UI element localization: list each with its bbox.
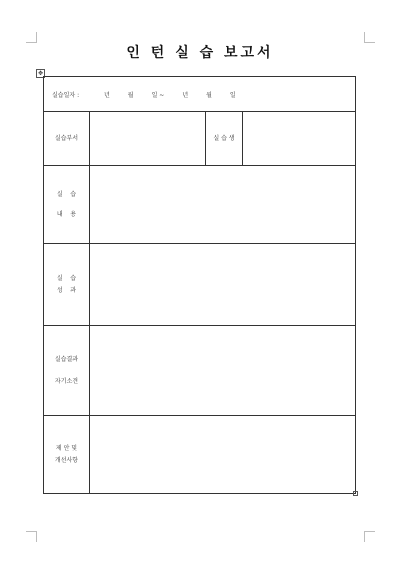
review-label-line2: 자기소견 [54, 377, 79, 385]
content-value-cell[interactable] [90, 166, 356, 244]
content-row [44, 166, 356, 244]
suggestion-label-line1: 제 안 및 [55, 444, 78, 452]
date-label: 실습일자 : [52, 91, 80, 99]
corner-mark-bottom-left [26, 531, 37, 542]
date-part: 일 [229, 91, 236, 99]
date-part: 년 [182, 91, 189, 99]
date-part: 월 [127, 91, 134, 99]
suggestion-row [44, 416, 356, 494]
date-parts [104, 90, 236, 99]
report-table [43, 76, 356, 494]
review-value-cell[interactable] [90, 326, 356, 416]
content-label-line2: 내 용 [56, 210, 77, 218]
student-value-cell[interactable] [243, 112, 356, 166]
result-row [44, 244, 356, 326]
department-label: 실습부서 [44, 112, 90, 166]
result-label-line2: 성 과 [56, 286, 77, 294]
corner-mark-bottom-right [364, 531, 375, 542]
review-label-line1: 실습결과 [54, 355, 79, 363]
date-row [44, 77, 356, 112]
result-value-cell[interactable] [90, 244, 356, 326]
review-label [44, 326, 90, 416]
table-resize-handle[interactable] [353, 491, 358, 496]
student-label: 실 습 생 [206, 112, 243, 166]
department-value-cell[interactable] [90, 112, 206, 166]
date-part: 년 [104, 91, 110, 99]
result-label-line1: 실 습 [56, 274, 77, 282]
date-part: 일 ~ [151, 91, 165, 99]
review-row [44, 326, 356, 416]
suggestion-label-line2: 개선사항 [54, 456, 79, 464]
content-label-line1: 실 습 [56, 190, 77, 198]
suggestion-value-cell[interactable] [90, 416, 356, 494]
date-part: 월 [206, 91, 212, 99]
content-label [44, 166, 90, 244]
suggestion-label [44, 416, 90, 494]
date-cell[interactable] [44, 77, 356, 112]
table-move-handle-icon[interactable]: ✥ [37, 70, 44, 77]
result-label [44, 244, 90, 326]
department-row [44, 112, 356, 166]
page-title: 인 턴 실 습 보고서 [126, 45, 274, 61]
